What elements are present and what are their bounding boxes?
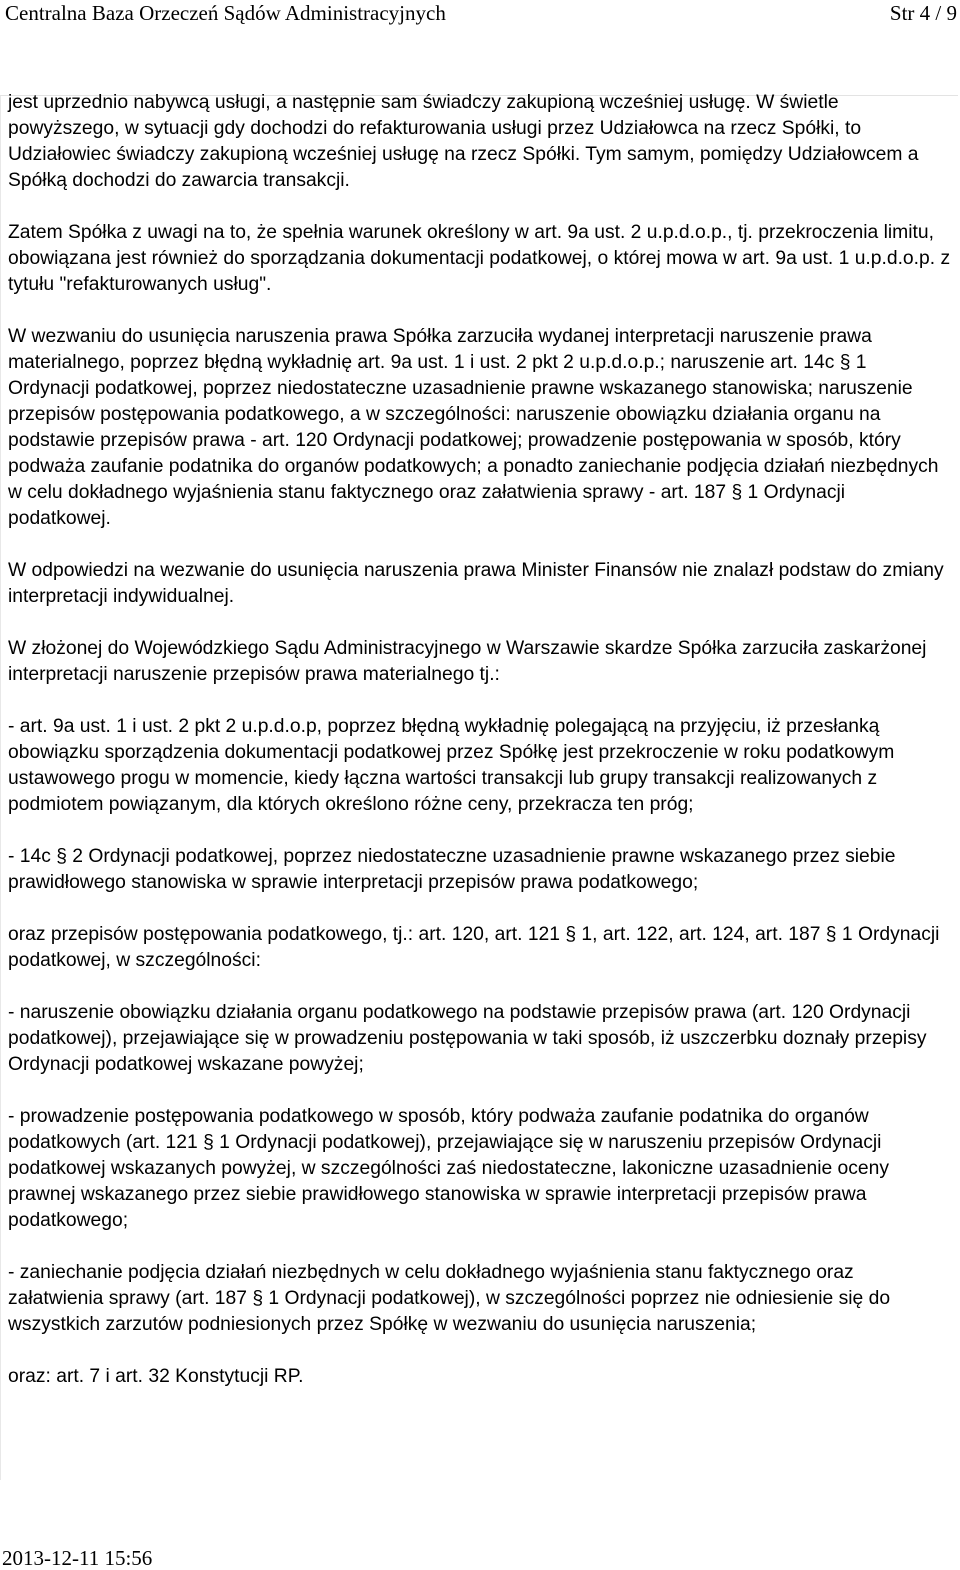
paragraph-6: - art. 9a ust. 1 i ust. 2 pkt 2 u.p.d.o.p, poprzez błędną wykładnię polegającą na przyjęciu, iż przesłanką obowiązku sporządzenia dokumentacji podatkowej przez Spółkę jest przekroczenie w roku podatkowym ustawowego progu w momencie, kiedy łączna wartości transakcji lub grupy transakcji realizowanych z podmiotem powiązanym, dla których określono różne ceny, przekracza ten próg;	[8, 716, 895, 815]
document-body	[8, 90, 952, 1390]
paragraph-10: - prowadzenie postępowania podatkowego w sposób, który podważa zaufanie podatnika do organów podatkowych (art. 121 § 1 Ordynacji podatkowej), przejawiające się w naruszeniu przepisów Ordynacji podatkowej wskazanych powyżej, w szczególności zaś niedostateczne, lakoniczne uzasadnienie oceny prawnej wskazanego przez siebie prawidłowego stanowiska w sprawie interpretacji przepisów prawa podatkowego;	[8, 1106, 890, 1231]
page-number: Str 4 / 9	[889, 1, 957, 25]
paragraph-4: W odpowiedzi na wezwanie do usunięcia naruszenia prawa Minister Finansów nie znalazł podstaw do zmiany interpretacji indywidualnej.	[8, 560, 944, 607]
document-source-title: Centralna Baza Orzeczeń Sądów Administracyjnych	[5, 1, 446, 25]
print-timestamp: 2013-12-11 15:56	[2, 1546, 153, 1570]
paragraph-11: - zaniechanie podjęcia działań niezbędnych w celu dokładnego wyjaśnienia stanu faktycznego oraz załatwienia sprawy (art. 187 § 1 Ordynacji podatkowej), w szczególności poprzez nie odniesienie się do wszystkich zarzutów podniesionych przez Spółkę w wezwaniu do usunięcia naruszenia;	[8, 1262, 891, 1335]
paragraph-9: - naruszenie obowiązku działania organu podatkowego na podstawie przepisów prawa (art. 120 Ordynacji podatkowej), przejawiające się w prowadzeniu postępowania w taki sposób, iż uszczerbku doznały przepisy Ordynacji podatkowej wskazane powyżej;	[8, 1002, 927, 1075]
paragraph-1: jest uprzednio nabywcą usługi, a następnie sam świadczy zakupioną wcześniej usługę. W świetle powyższego, w sytuacji gdy dochodzi do refakturowania usługi przez Udziałowca na rzecz Spółki, to Udziałowiec świadczy zakupioną wcześniej usługę na rzecz Spółki. Tym samym, pomiędzy Udziałowcem a Spółką dochodzi do zawarcia transakcji.	[8, 92, 919, 191]
page-header	[0, 0, 960, 36]
content-left-border	[0, 96, 1, 1480]
paragraph-3: W wezwaniu do usunięcia naruszenia prawa Spółka zarzuciła wydanej interpretacji naruszenie prawa materialnego, poprzez błędną wykładnię art. 9a ust. 1 i ust. 2 pkt 2 u.p.d.o.p.; naruszenie art. 14c § 1 Ordynacji podatkowej, poprzez niedostateczne uzasadnienie prawne wskazanego stanowiska; naruszenie przepisów postępowania podatkowego, a w szczególności: naruszenie obowiązku działania organu na podstawie przepisów prawa - art. 120 Ordynacji podatkowej; prowadzenie postępowania w sposób, który podważa zaufanie podatnika do organów podatkowych; a ponadto zaniechanie podjęcia działań niezbędnych w celu dokładnego wyjaśnienia stanu faktycznego oraz załatwienia sprawy - art. 187 § 1 Ordynacji podatkowej.	[8, 326, 939, 529]
paragraph-12: oraz: art. 7 i art. 32 Konstytucji RP.	[8, 1366, 304, 1387]
paragraph-8: oraz przepisów postępowania podatkowego, tj.: art. 120, art. 121 § 1, art. 122, art. 124, art. 187 § 1 Ordynacji podatkowej, w szczególności:	[8, 924, 940, 971]
paragraph-7: - 14c § 2 Ordynacji podatkowej, poprzez niedostateczne uzasadnienie prawne wskazanego przez siebie prawidłowego stanowiska w sprawie interpretacji przepisów prawa podatkowego;	[8, 846, 896, 893]
paragraph-2: Zatem Spółka z uwagi na to, że spełnia warunek określony w art. 9a ust. 2 u.p.d.o.p., tj. przekroczenia limitu, obowiązana jest również do sporządzania dokumentacji podatkowej, o której mowa w art. 9a ust. 1 u.p.d.o.p. z tytułu "refakturowanych usług".	[8, 222, 951, 295]
paragraph-5: W złożonej do Wojewódzkiego Sądu Administracyjnego w Warszawie skardze Spółka zarzuciła zaskarżonej interpretacji naruszenie przepisów prawa materialnego tj.:	[8, 638, 927, 685]
